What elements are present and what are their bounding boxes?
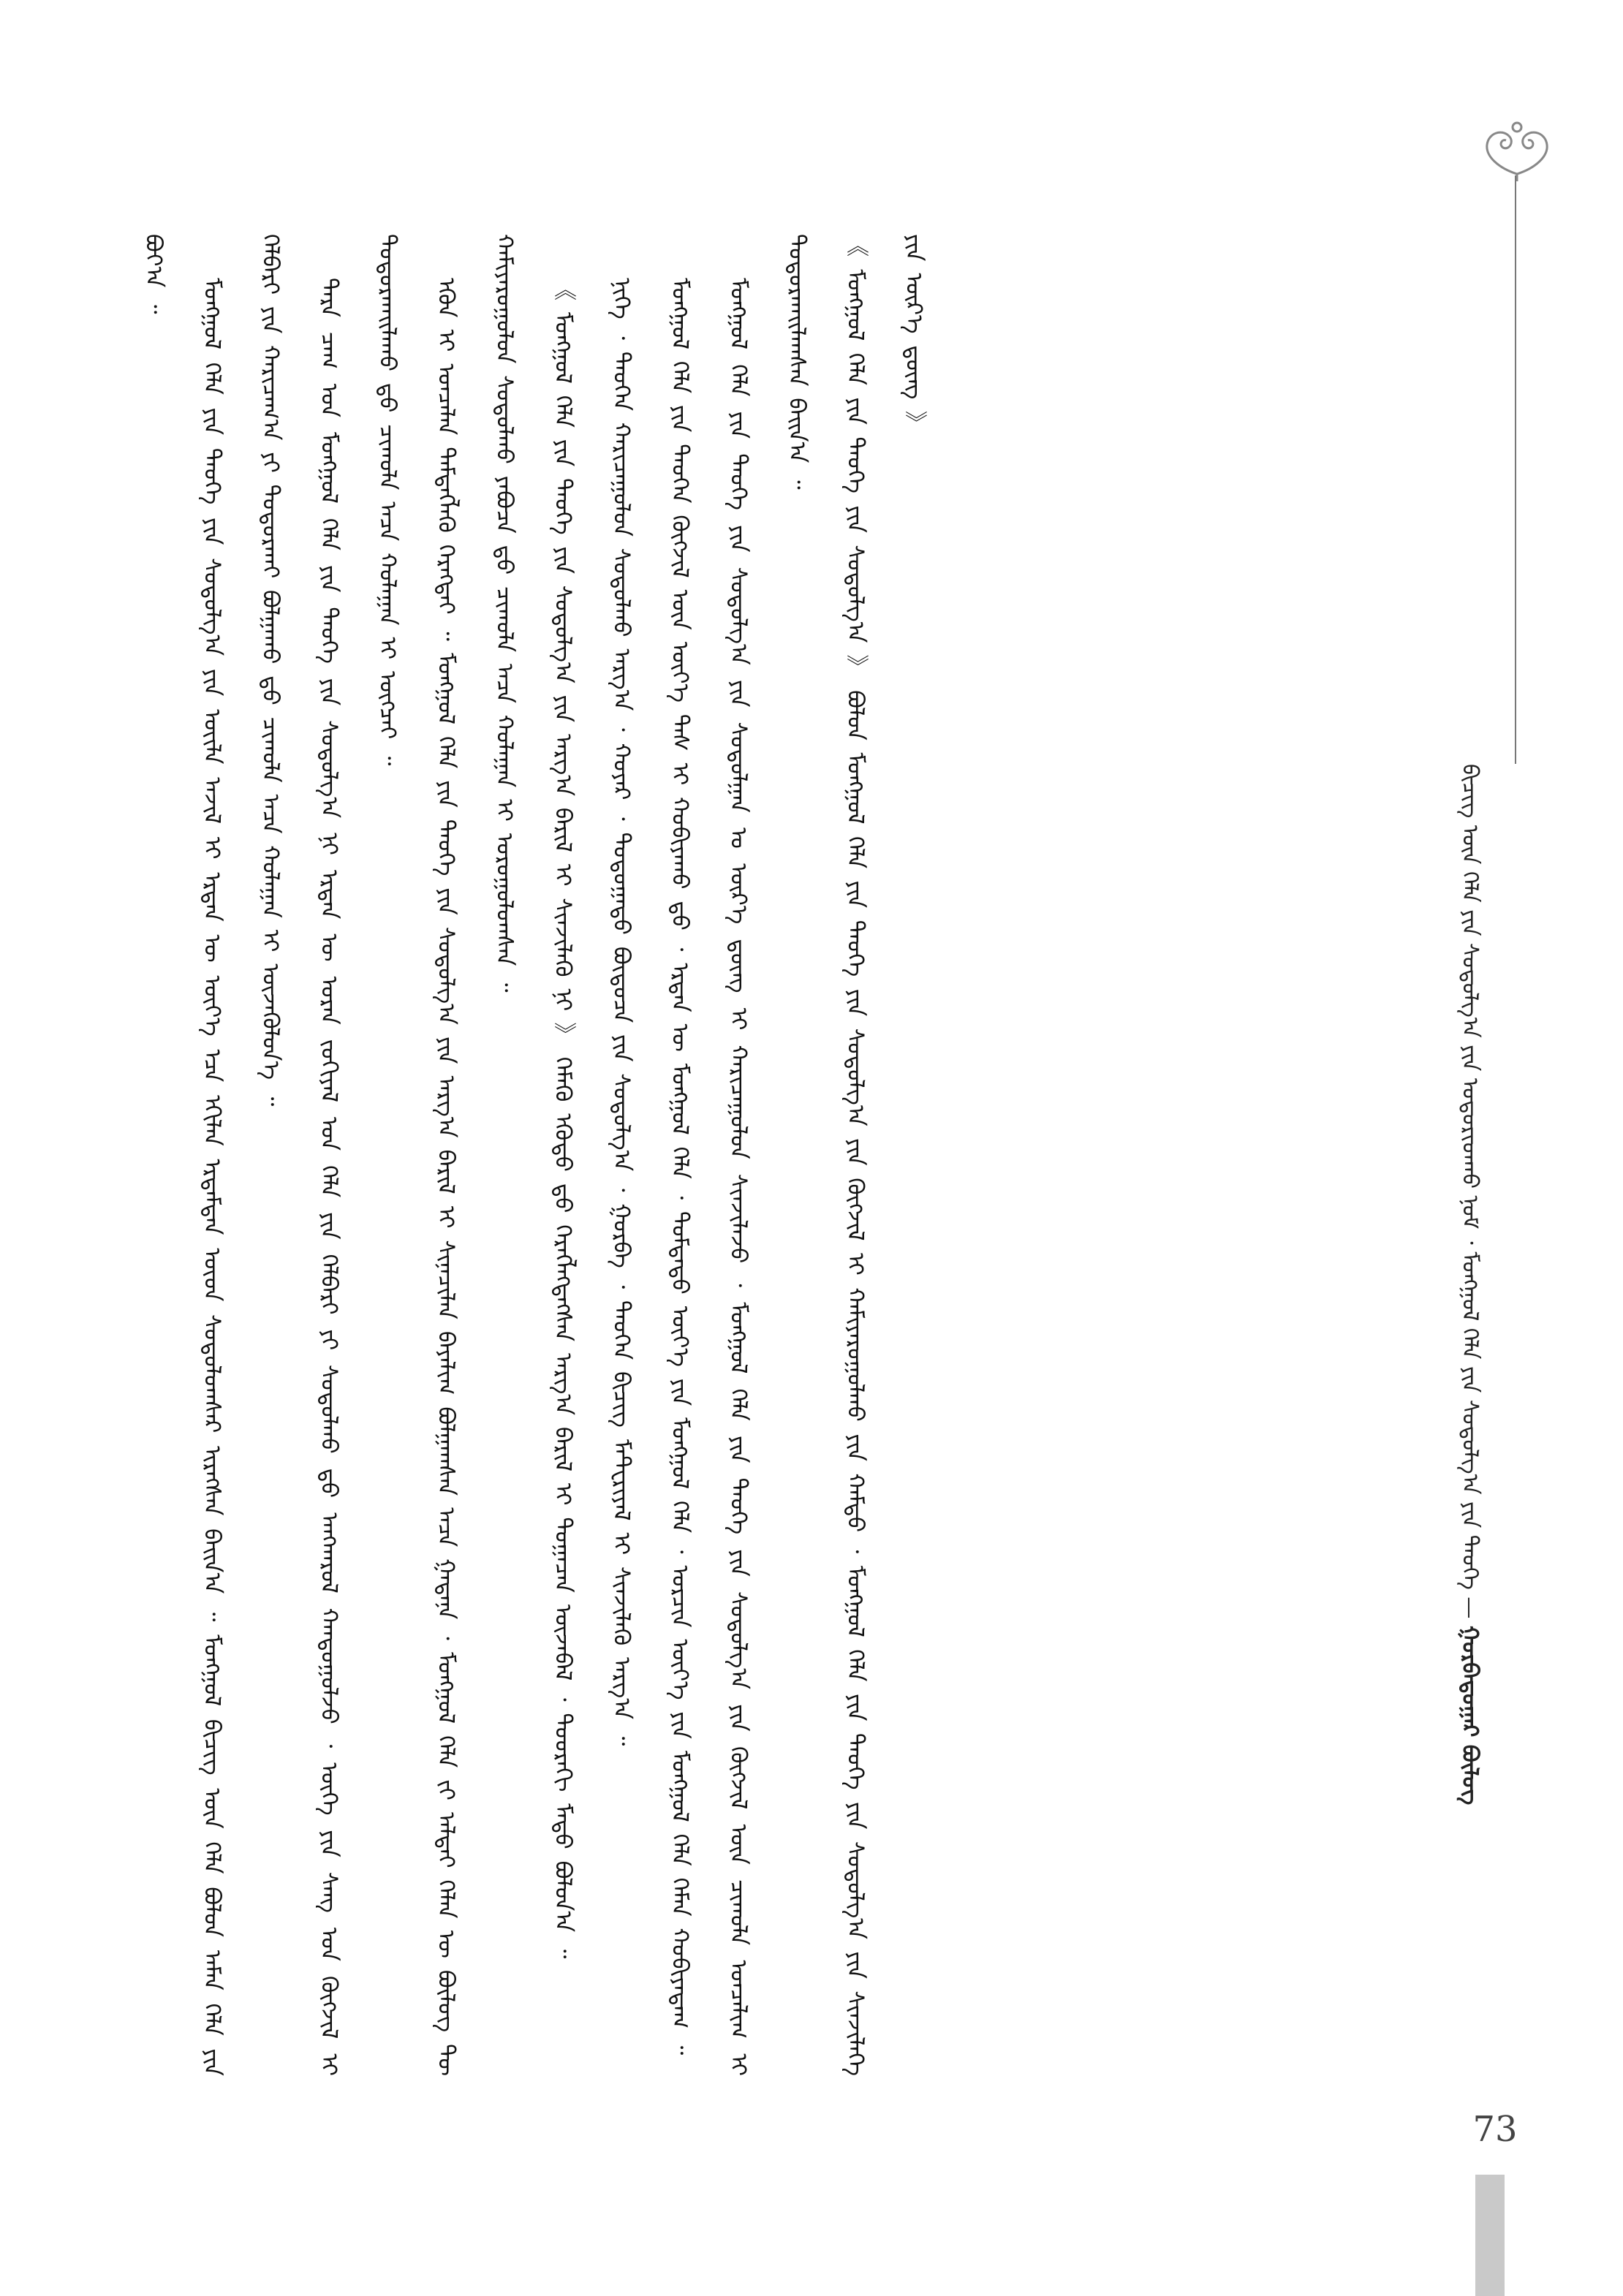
thumb-index-bar <box>1475 2175 1505 2296</box>
paragraph: ᠡᠭᠦᠨ ᠢ ᠣᠨᠴᠠᠯᠠᠨ ᠲᠡᠮᠳᠡᠭᠯᠡᠬᠦ ᠬᠡᠷᠡᠭᠲᠡᠢ ᠃ ᠮᠣᠩᠭᠣᠯ ᠬᠡᠯᠡ ᠶᠢᠨ ᠲᠡᠦᠬᠡ ᠶᠢᠨ ᠰᠤᠳᠤᠯᠭ᠎ᠠ ᠶᠢᠨ ᠠᠷᠭ᠎ᠠ ᠪᠠᠷᠢᠯ ᠢ ᠰᠢᠨᠡᠴᠢᠯᠡᠨ ᠪᠠᠶᠠᠯᠢᠭ ᠪᠣᠯᠭᠠᠭᠰᠠᠨ ᠠᠴᠠ ᠭᠠᠳᠠᠨᠠ ᠂ ᠮᠣᠩᠭᠣᠯ ᠬᠡᠯᠡ ᠵᠢ ᠠᠯᠲᠠᠢ ᠬᠡᠯᠡᠨ ᠦ ᠪᠦᠯᠦᠭ ᠲᠦ ᠬᠠᠮᠢᠶᠠᠷᠤᠭᠤᠯᠤᠨ ᠰᠤᠳᠤᠯᠬᠤ ᠶᠠᠪᠤᠴᠠ ᠳ᠋ᠤ ᠴᠢᠬᠤᠯᠠ ᠠᠴᠠ ᠬᠤᠯᠠᠭᠠᠨ ᠢ ᠣᠷᠤᠭᠤᠯᠤᠭᠰᠠᠨ ᠃ <box>433 234 518 2076</box>
paragraph: ᠮᠣᠩᠭᠣᠯ ᠬᠡᠯᠡ ᠶᠢᠨ ᠲᠡᠦᠬᠡ ᠶᠢᠨ ᠰᠤᠳᠤᠯᠭ᠎ᠠ ᠶᠢᠨ ᠰᠣᠳᠤᠯᠭᠠᠨ ᠤ ᠦᠷ᠎ᠡ ᠳ᠋ᠦᠩ ᠢ ᠬᠠᠷᠢᠴᠠᠭᠤᠯᠤᠨ ᠰᠢᠨᠵᠢᠯᠡᠵᠦ ᠂ ᠮᠣᠩᠭᠣᠯ ᠬᠡᠯᠡ ᠶᠢᠨ ᠲᠡᠦᠬᠡ ᠶᠢᠨ ᠰᠤᠳᠤᠯᠭ᠎ᠠ ᠶᠢᠨ ᠬᠥᠭᠵᠢᠯ ᠦᠨ ᠴᠢᠬᠤᠯᠠ ᠣᠨᠴᠠᠯᠢᠭ ᠢ ᠲᠣᠳᠣᠷᠬᠠᠢᠯᠠᠭᠰᠠᠨ ᠪᠠᠢᠨ᠎ᠠ ᠃ <box>725 234 810 2076</box>
chapter-title: ᠭᠤᠷᠪᠠᠳᠤᠭᠠᠷ ᠪᠦᠯᠦᠭ <box>1457 1625 1483 1806</box>
paragraph: ᠲᠡᠷᠡ ᠴᠠᠭ ᠤᠨ ᠮᠣᠩᠭᠣᠯ ᠬᠡᠯᠡ ᠶᠢᠨ ᠲᠡᠦᠬᠡ ᠶᠢᠨ ᠰᠤᠳᠤᠯᠭ᠎ᠠ ᠨᠢ ᠡᠷᠲᠡᠨ ᠦ ᠤᠷᠠᠨ ᠵᠣᠬᠢᠶᠠᠯ ᠤᠨ ᠬᠡᠯᠡ ᠶᠢᠨ ᠬᠡᠯᠪᠡᠷᠢ ᠶᠢ ᠰᠤᠳᠤᠯᠬᠤ ᠳ᠋ᠤ ᠠᠨᠭᠬᠠᠷᠤᠯ ᠬᠠᠨᠳᠤᠭᠤᠯᠵᠤ ᠂ ᠦᠭᠡ ᠶᠢᠨ ᠰᠠᠩ ᠤᠨ ᠬᠥᠭᠵᠢᠯ ᠢ ᠲᠣᠳᠤᠷᠬᠠᠢᠯᠠᠬᠤ ᠳ᠋ᠤ ᠴᠢᠬᠤᠯᠠ ᠠᠴᠠ ᠬᠤᠯᠠᠭᠠᠨ ᠢ ᠥᠭᠴᠡᠢ ᠃ <box>316 234 401 2076</box>
paragraph: ᠮᠣᠩᠭᠣᠯ ᠬᠡᠯᠡ ᠶᠢᠨ ᠲᠡᠦᠬᠡᠨ ᠬᠥᠭᠵᠢᠯ ᠦᠨ ᠦᠶ᠎ᠡ ᠳᠡᠰ ᠢ ᠬᠤᠪᠢᠶᠠᠬᠤ ᠳ᠋ᠤ ᠂ ᠡᠷᠲᠡᠨ ᠦ ᠮᠣᠩᠭᠣᠯ ᠬᠡᠯᠡ ᠂ ᠳᠤᠮᠳᠠᠳᠤ ᠦᠶ᠎ᠡ ᠶᠢᠨ ᠮᠣᠩᠭᠣᠯ ᠬᠡᠯᠡ ᠂ ᠣᠷᠴᠢᠨ ᠦᠶ᠎ᠡ ᠶᠢᠨ ᠮᠣᠩᠭᠣᠯ ᠬᠡᠯᠡ ᠬᠡᠮᠡᠨ ᠬᠤᠪᠢᠶᠠᠳᠠᠭ ᠃ <box>667 278 693 2056</box>
running-header <box>1455 764 1543 1806</box>
paragraph: ᠨᠢᠭᠡ ᠂ ᠲᠡᠦᠬᠡᠨ ᠬᠠᠷᠢᠴᠠᠭᠤᠯᠤᠨ ᠰᠤᠳᠤᠯᠬᠤ ᠠᠷᠭ᠎ᠠ ᠂ ᠬᠣᠶᠠᠷ ᠂ ᠳᠣᠲᠣᠭᠠᠳᠤ ᠪᠦᠲᠦᠴᠡ ᠶᠢᠨ ᠰᠤᠳᠤᠯᠭ᠎ᠠ ᠂ ᠭᠤᠷᠪᠠ ᠂ ᠲᠡᠦᠬᠡᠨ ᠪᠢᠴᠢᠭ ᠮᠠᠲ᠋ᠧᠷᠢᠶᠠᠯ ᠢ ᠰᠢᠨᠵᠢᠯᠡᠬᠦ ᠠᠷᠭ᠎ᠠ ᠃ <box>608 278 635 1746</box>
paragraph: ᠮᠣᠩᠭᠣᠯ ᠬᠡᠯᠡ ᠶᠢᠨ ᠲᠡᠦᠬᠡ ᠶᠢᠨ ᠰᠤᠳᠤᠯᠭ᠎ᠠ ᠶᠢᠨ ᠦᠢᠯᠡ ᠠᠵᠢᠯ ᠢ ᠡᠷᠲᠡᠨ ᠦ ᠦᠶ᠎ᠡ ᠡᠴᠡ ᠡᠬᠢᠯᠡᠨ ᠡᠷᠳᠡᠮᠲᠡᠨ ᠦᠳ ᠰᠤᠳᠤᠯᠤᠭᠰᠠᠷ ᠢᠷᠡᠭᠰᠡᠨ ᠪᠠᠢᠨ᠎ᠠ ᠃ ᠮᠣᠩᠭᠣᠯ ᠪᠢᠴᠢᠭ ᠦᠨ ᠬᠡᠯᠡ ᠪᠣᠯᠣᠨ ᠠᠮᠠᠨ ᠬᠡᠯᠡ ᠶᠢᠨ ᠬᠡᠯᠪᠡᠷᠢ ᠶᠢᠨ ᠬᠠᠷᠢᠴᠠᠭ᠎ᠠ ᠶᠢ ᠲᠣᠳᠤᠷᠬᠠᠢ ᠪᠣᠯᠭᠠᠬᠤ ᠳ᠋ᠤ ᠴᠢᠬᠤᠯᠠ ᠠᠴᠠ ᠬᠤᠯᠠᠭᠠᠨ ᠢ ᠦᠵᠡᠭᠦᠯᠦᠨ᠎ᠡ ᠃ <box>199 234 284 2076</box>
page-number: 73 <box>1472 2109 1518 2150</box>
body-text <box>124 234 1221 2076</box>
flourish-ornament-icon <box>1477 117 1557 183</box>
paragraph: ᠪᠤᠶ᠎ᠠ ᠃ <box>140 234 167 314</box>
header-rule <box>1515 175 1516 764</box>
paragraph: 《 ᠮᠣᠩᠭᠣᠯ ᠬᠡᠯᠡ ᠶᠢᠨ ᠲᠡᠦᠬᠡ ᠶᠢᠨ ᠰᠤᠳᠤᠯᠭ᠎ᠠ ᠶᠢᠨ ᠠᠷᠭ᠎ᠠ ᠪᠠᠷᠢᠯ ᠢ ᠰᠢᠨᠵᠢᠯᠡᠬᠦ ᠨᠢ 》 ᠬᠡᠮᠡᠬᠦ ᠡᠭᠦᠳᠦ ᠳ᠋ᠤ ᠬᠡᠷᠡᠭᠯᠡᠭᠳᠡᠭᠰᠡᠨ ᠠᠷᠭ᠎ᠠ ᠪᠠᠷᠢᠯ ᠢ ᠲᠣᠭᠠᠴᠠᠨ ᠦᠵᠡᠪᠡᠯ ᠂ ᠳᠣᠣᠷᠠᠬᠢ ᠮᠡᠲᠦ ᠪᠣᠯᠤᠨ᠎ᠠ ᠃ <box>550 278 576 1959</box>
paragraph: 《 ᠮᠣᠩᠭᠣᠯ ᠬᠡᠯᠡ ᠶᠢᠨ ᠲᠡᠦᠬᠡ ᠶᠢᠨ ᠰᠤᠳᠤᠯᠭ᠎ᠠ 》 ᠪᠣᠯᠣᠨ ᠮᠣᠩᠭᠣᠯ ᠬᠡᠯᠡ ᠶᠢᠨ ᠲᠡᠦᠬᠡ ᠶᠢᠨ ᠰᠤᠳᠤᠯᠭ᠎ᠠ ᠶᠢᠨ ᠬᠥᠭᠵᠢᠯ ᠢ ᠬᠠᠮᠢᠶᠠᠷᠤᠭᠤᠯᠬᠤ ᠶᠢᠨ ᠬᠠᠮᠲᠤ ᠂ ᠮᠣᠩᠭᠣᠯ ᠬᠡᠯᠡ ᠶᠢᠨ ᠲᠡᠦᠬᠡ ᠶᠢᠨ ᠰᠤᠳᠤᠯᠭ᠎ᠠ ᠶᠢᠨ ᠰᠢᠨᠵᠢᠯᠡᠭᠡ ᠶᠢᠨ ᠦᠷ᠎ᠡ ᠳ᠋ᠦᠩ 》 <box>842 234 927 2076</box>
running-title: ᠪᠢᠴᠢᠭ ᠦᠨ ᠬᠡᠯᠡ ᠶᠢᠨ ᠰᠤᠳᠤᠯᠭ᠎ᠠ ᠶᠢᠨ ᠤᠳᠤᠷᠢᠳᠬᠤ ᠨᠣᠮ ᠂ ᠮᠣᠩᠭᠣᠯ ᠬᠡᠯᠡ ᠶᠢᠨ ᠰᠤᠳᠤᠯᠭ᠎ᠠ ᠶᠢᠨ ᠲᠡᠦᠬᠡ — <box>1457 764 1483 1619</box>
